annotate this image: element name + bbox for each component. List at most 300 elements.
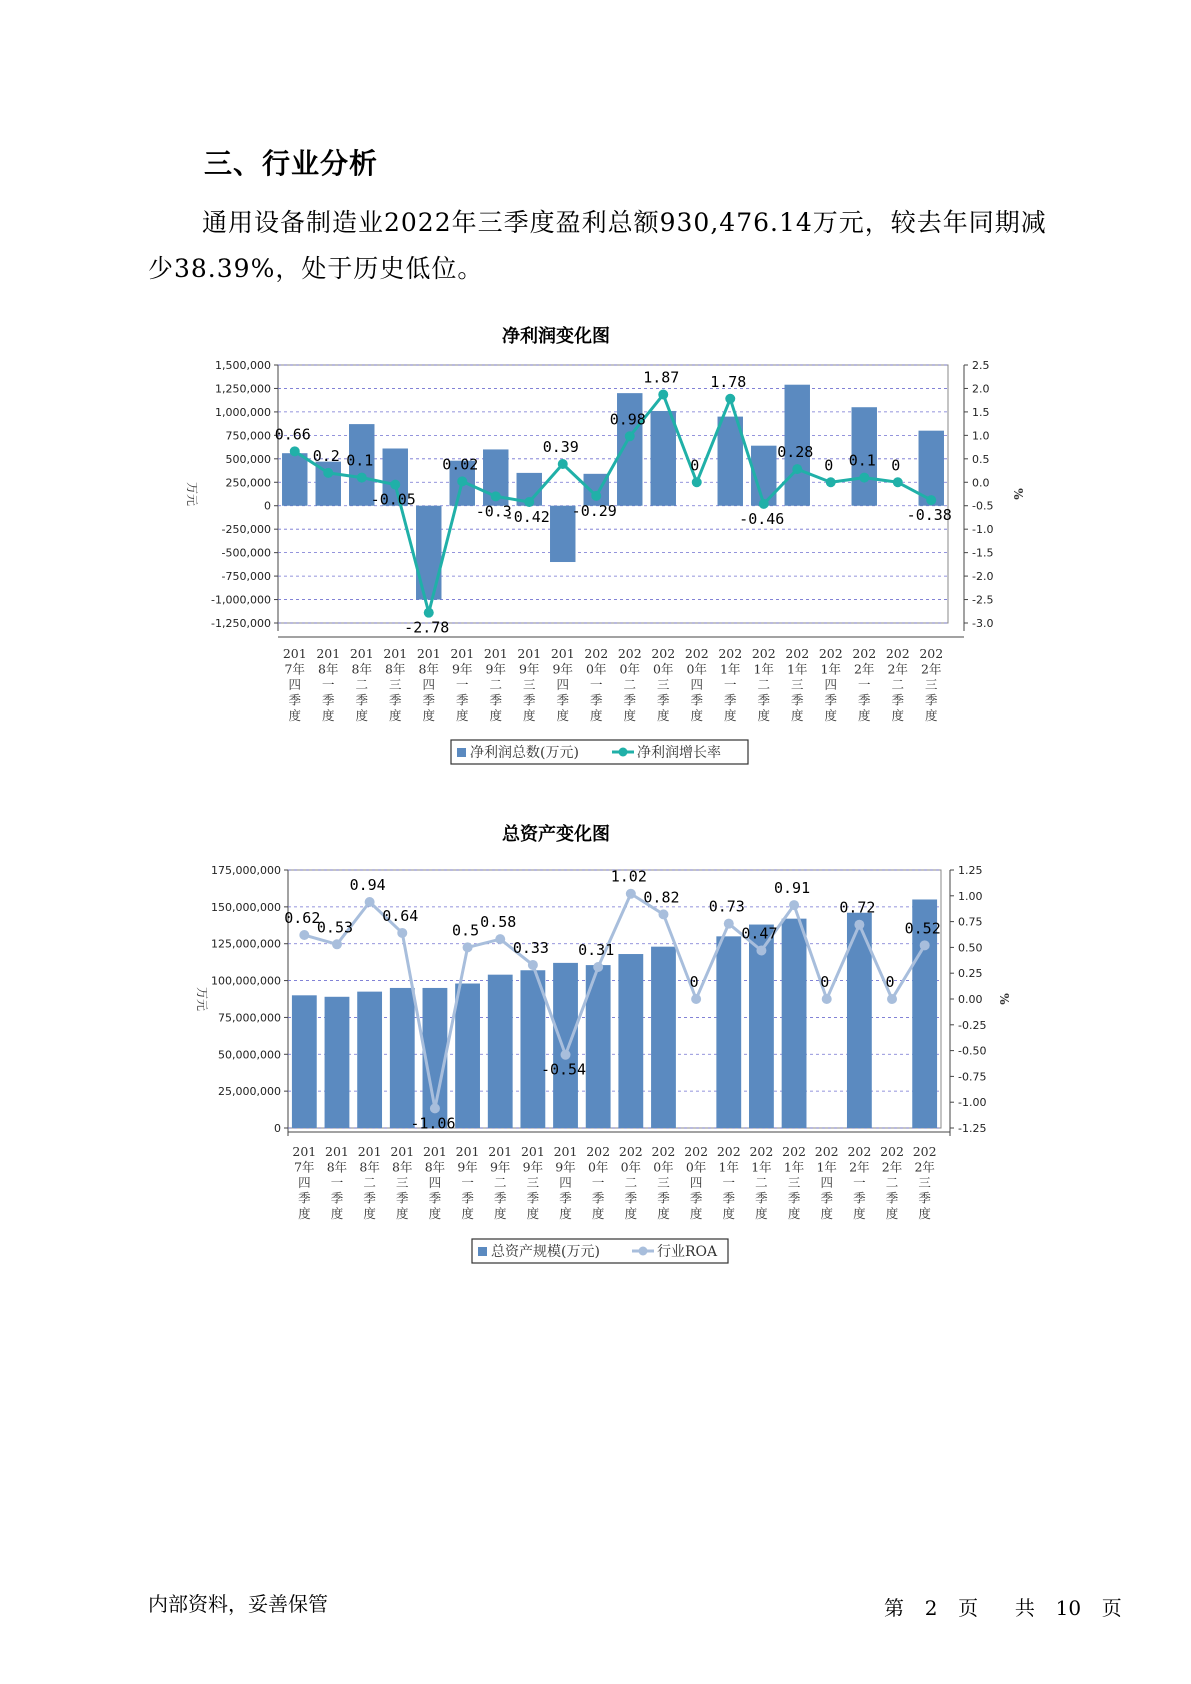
x-tick-label: 季 xyxy=(689,1190,703,1206)
x-tick-label: 三 xyxy=(918,1175,931,1190)
x-tick-label: 四 xyxy=(820,1175,833,1190)
chart-title-total-assets: 总资产变化图 xyxy=(502,824,610,845)
y2-axis-unit: % xyxy=(997,993,1011,1005)
data-label: 0.28 xyxy=(777,443,814,462)
x-tick-label: 度 xyxy=(422,708,436,723)
bar xyxy=(618,954,643,1128)
data-label: -2.78 xyxy=(404,618,450,637)
x-tick-label: 2年 xyxy=(849,1159,870,1175)
x-tick-label: 三 xyxy=(388,677,402,692)
x-tick-label: 二 xyxy=(489,677,503,692)
y-tick-label: 1,250,000 xyxy=(215,382,271,396)
bar xyxy=(553,963,578,1128)
x-tick-label: 201 xyxy=(282,646,307,661)
x-tick-label: 1年 xyxy=(718,1159,740,1175)
data-label: 0 xyxy=(820,973,830,991)
x-tick-label: 度 xyxy=(824,708,838,723)
line-point xyxy=(822,994,832,1004)
line-point xyxy=(528,960,538,970)
x-tick-label: 季 xyxy=(388,692,402,708)
x-tick-label: 季 xyxy=(624,1190,638,1206)
y-tick-label: 0 xyxy=(274,1122,281,1135)
data-label: -0.05 xyxy=(370,490,416,509)
x-tick-label: 8年 xyxy=(385,661,406,677)
y2-tick-label: -1.5 xyxy=(972,546,994,560)
x-tick-label: 202 xyxy=(852,646,877,661)
x-tick-label: 9年 xyxy=(452,661,473,677)
x-tick-label: 度 xyxy=(656,708,670,723)
data-label: 0.02 xyxy=(442,455,479,474)
x-tick-label: 二 xyxy=(624,1175,638,1190)
line-point xyxy=(691,994,701,1004)
x-tick-label: 季 xyxy=(690,692,704,708)
x-tick-label: 季 xyxy=(722,1190,736,1206)
x-tick-label: 202 xyxy=(651,646,676,661)
x-tick-label: 度 xyxy=(559,1206,572,1221)
x-tick-label: 季 xyxy=(556,692,570,708)
y2-tick-label: -0.25 xyxy=(958,1018,987,1032)
y-tick-label: -1,250,000 xyxy=(211,617,271,630)
line-point xyxy=(756,945,766,955)
x-tick-label: 201 xyxy=(292,1144,317,1159)
x-tick-label: 度 xyxy=(623,708,637,723)
x-tick-label: 度 xyxy=(787,1206,801,1221)
data-label: 0.94 xyxy=(349,875,386,894)
line-point xyxy=(658,909,668,919)
x-tick-label: 一 xyxy=(589,677,603,692)
line-point xyxy=(491,491,501,501)
x-tick-label: 度 xyxy=(790,708,804,723)
x-tick-label: 一 xyxy=(857,677,871,692)
footer-note: 内部资料，妥善保管 xyxy=(148,1592,328,1616)
x-tick-label: 季 xyxy=(298,1190,311,1206)
line-point xyxy=(926,495,936,505)
x-tick-label: 季 xyxy=(853,1190,866,1206)
y2-tick-label: 2.0 xyxy=(972,382,990,396)
x-tick-label: 1年 xyxy=(816,1159,837,1175)
y-tick-label: -500,000 xyxy=(221,546,271,560)
y2-tick-label: 1.25 xyxy=(958,864,983,877)
data-label: 1.02 xyxy=(610,867,647,886)
x-tick-label: 二 xyxy=(757,677,771,692)
line-point xyxy=(365,897,375,907)
x-tick-label: 度 xyxy=(924,708,938,723)
y-tick-label: -750,000 xyxy=(221,570,271,584)
data-label: 1.78 xyxy=(710,372,747,391)
data-label: 0.47 xyxy=(741,924,778,943)
data-label: 0 xyxy=(824,456,834,475)
x-tick-label: 2年 xyxy=(887,661,908,677)
x-tick-label: 9年 xyxy=(485,661,506,677)
data-label: 0.72 xyxy=(839,898,876,917)
line-point xyxy=(792,464,802,474)
x-tick-label: 四 xyxy=(288,677,302,692)
x-tick-label: 度 xyxy=(755,1206,768,1221)
x-tick-label: 201 xyxy=(349,646,374,661)
x-tick-label: 度 xyxy=(891,708,905,723)
x-tick-label: 202 xyxy=(785,646,810,661)
y2-tick-label: -2.0 xyxy=(972,570,994,584)
x-tick-label: 度 xyxy=(589,708,603,723)
x-tick-label: 202 xyxy=(782,1144,807,1159)
x-tick-label: 三 xyxy=(396,1175,409,1190)
x-tick-label: 9年 xyxy=(519,661,540,677)
line-point xyxy=(593,962,603,972)
x-tick-label: 三 xyxy=(924,677,938,692)
x-tick-label: 2年 xyxy=(914,1159,935,1175)
x-tick-label: 202 xyxy=(684,1144,709,1159)
x-tick-label: 一 xyxy=(722,1175,736,1190)
line-point xyxy=(495,934,505,944)
bar xyxy=(782,919,807,1128)
y-tick-label: 75,000,000 xyxy=(218,1011,281,1025)
y2-tick-label: 0.0 xyxy=(972,476,990,490)
data-label: 0.62 xyxy=(284,909,321,928)
x-tick-label: 季 xyxy=(723,692,737,708)
x-tick-label: 度 xyxy=(722,1206,736,1221)
data-label: -0.54 xyxy=(540,1060,587,1079)
x-tick-label: 201 xyxy=(416,646,441,661)
y2-tick-label: 0.5 xyxy=(972,452,990,466)
x-tick-label: 度 xyxy=(522,708,536,723)
legend-bar-label: 净利润总数(万元) xyxy=(470,745,579,761)
line-point xyxy=(887,994,897,1004)
x-tick-label: 一 xyxy=(723,677,737,692)
x-tick-label: 四 xyxy=(690,677,704,692)
x-tick-label: 四 xyxy=(298,1175,311,1190)
x-tick-label: 季 xyxy=(288,692,302,708)
bar xyxy=(651,947,676,1128)
data-label: -0.38 xyxy=(906,506,952,525)
x-tick-label: 季 xyxy=(330,1190,344,1206)
page-number xyxy=(884,1592,1122,1621)
line-point xyxy=(397,928,407,938)
x-tick-label: 四 xyxy=(559,1175,572,1190)
x-tick-label: 202 xyxy=(919,646,944,661)
x-tick-label: 202 xyxy=(718,646,743,661)
y2-tick-label: 2.5 xyxy=(972,359,990,372)
total-assets-chart xyxy=(0,850,1191,1280)
x-tick-label: 度 xyxy=(820,1206,833,1221)
x-tick-label: 季 xyxy=(355,692,369,708)
x-tick-label: 202 xyxy=(912,1144,937,1159)
y-tick-label: 0 xyxy=(264,499,271,513)
x-tick-label: 季 xyxy=(820,1190,833,1206)
line-point xyxy=(299,930,309,940)
x-tick-label: 季 xyxy=(559,1190,572,1206)
x-tick-label: 度 xyxy=(918,1206,931,1221)
x-tick-label: 度 xyxy=(321,708,335,723)
line-point xyxy=(759,499,769,509)
data-label: 0 xyxy=(690,456,700,475)
x-tick-label: 度 xyxy=(690,708,704,723)
x-tick-label: 二 xyxy=(355,677,369,692)
x-tick-label: 1年 xyxy=(753,661,774,677)
x-tick-label: 度 xyxy=(657,1206,670,1221)
y2-tick-label: -1.25 xyxy=(958,1122,987,1135)
x-tick-label: 0年 xyxy=(653,1159,674,1175)
x-tick-label: 8年 xyxy=(318,661,339,677)
x-tick-label: 二 xyxy=(363,1175,376,1190)
x-tick-label: 0年 xyxy=(686,661,707,677)
x-tick-label: 202 xyxy=(847,1144,872,1159)
x-tick-label: 季 xyxy=(755,1190,768,1206)
x-tick-label: 度 xyxy=(363,1206,376,1221)
y2-tick-label: -1.00 xyxy=(958,1096,987,1110)
line-point xyxy=(424,608,434,618)
line-point xyxy=(625,431,635,441)
x-tick-label: 202 xyxy=(880,1144,904,1159)
x-tick-label: 度 xyxy=(591,1206,605,1221)
x-tick-label: 度 xyxy=(388,708,402,723)
y2-tick-label: -0.75 xyxy=(958,1070,987,1084)
x-tick-label: 201 xyxy=(325,1144,349,1159)
x-tick-label: 季 xyxy=(857,692,871,708)
line-point xyxy=(524,497,534,507)
x-tick-label: 2年 xyxy=(881,1159,903,1175)
y-tick-label: 125,000,000 xyxy=(211,937,281,951)
data-label: 0 xyxy=(885,973,895,991)
bar xyxy=(325,997,350,1128)
page-current: 2 xyxy=(924,1596,938,1620)
x-tick-label: 度 xyxy=(556,708,570,723)
line-point xyxy=(591,491,601,501)
x-tick-label: 202 xyxy=(618,1144,643,1159)
y2-tick-label: -1.0 xyxy=(972,523,994,537)
x-tick-label: 季 xyxy=(589,692,603,708)
x-tick-label: 7年 xyxy=(294,1159,315,1175)
line-point xyxy=(854,920,864,930)
x-tick-label: 202 xyxy=(584,646,609,661)
x-tick-label: 季 xyxy=(790,692,804,708)
data-label: 0.52 xyxy=(904,919,941,938)
section-heading: 三、行业分析 xyxy=(204,147,379,180)
x-tick-label: 三 xyxy=(656,677,670,692)
legend-line-marker xyxy=(619,748,628,757)
x-tick-label: 度 xyxy=(396,1206,409,1221)
x-tick-label: 四 xyxy=(689,1175,703,1190)
legend-bar-swatch xyxy=(457,748,466,757)
data-label: 0.66 xyxy=(274,425,311,444)
x-tick-label: 季 xyxy=(824,692,838,708)
x-tick-label: 0年 xyxy=(619,661,640,677)
x-tick-label: 201 xyxy=(316,646,341,661)
x-tick-label: 度 xyxy=(624,1206,638,1221)
x-tick-label: 季 xyxy=(623,692,637,708)
legend-line-label: 净利润增长率 xyxy=(637,745,721,761)
x-tick-label: 二 xyxy=(885,1175,899,1190)
x-tick-label: 四 xyxy=(422,677,436,692)
x-tick-label: 度 xyxy=(330,1206,344,1221)
bar xyxy=(292,995,317,1128)
line-point xyxy=(558,459,568,469)
x-tick-label: 度 xyxy=(428,1206,442,1221)
x-tick-label: 7年 xyxy=(284,661,305,677)
x-tick-label: 8年 xyxy=(359,1159,380,1175)
data-label: 1.87 xyxy=(643,368,680,387)
x-tick-label: 201 xyxy=(422,1144,447,1159)
x-tick-label: 一 xyxy=(321,677,335,692)
x-tick-label: 8年 xyxy=(392,1159,413,1175)
line-point xyxy=(692,477,702,487)
y-axis-unit: 万元 xyxy=(195,986,209,1012)
x-tick-label: 一 xyxy=(591,1175,605,1190)
data-label: 0 xyxy=(689,973,699,991)
data-label: 0.58 xyxy=(480,913,517,932)
x-tick-label: 度 xyxy=(455,708,469,723)
data-label: -0.29 xyxy=(571,501,617,520)
x-tick-label: 季 xyxy=(891,692,905,708)
data-label: 0.82 xyxy=(643,888,680,907)
x-tick-label: 季 xyxy=(787,1190,801,1206)
data-label: 0.33 xyxy=(512,938,549,957)
x-tick-label: 0年 xyxy=(653,661,674,677)
x-tick-label: 季 xyxy=(493,1190,507,1206)
x-tick-label: 二 xyxy=(891,677,905,692)
legend-line-marker xyxy=(639,1247,648,1256)
body-paragraph: 通用设备制造业2022年三季度盈利总额930,476.14万元，较去年同期减少38.39%，处于历史低位。 xyxy=(148,208,1047,283)
y2-axis-unit: % xyxy=(1011,488,1025,500)
x-tick-label: 202 xyxy=(716,1144,741,1159)
x-tick-label: 度 xyxy=(853,1206,866,1221)
x-tick-label: 季 xyxy=(924,692,938,708)
x-tick-label: 季 xyxy=(455,692,469,708)
line-point xyxy=(626,889,636,899)
x-tick-label: 202 xyxy=(617,646,642,661)
y-tick-label: 500,000 xyxy=(225,452,271,466)
line-point xyxy=(390,480,400,490)
data-label: 0.39 xyxy=(542,437,579,456)
x-tick-label: 季 xyxy=(422,692,436,708)
bar xyxy=(282,453,307,506)
line-point xyxy=(658,390,668,400)
data-label: 0 xyxy=(891,456,901,475)
x-tick-label: 度 xyxy=(689,1206,703,1221)
page-word: 页 xyxy=(958,1596,979,1620)
x-tick-label: 8年 xyxy=(424,1159,446,1175)
x-tick-label: 202 xyxy=(885,646,910,661)
y-tick-label: 250,000 xyxy=(225,476,271,490)
bar xyxy=(651,411,676,506)
x-tick-label: 1年 xyxy=(820,661,841,677)
x-tick-label: 三 xyxy=(790,677,804,692)
page-prefix: 第 xyxy=(884,1596,904,1620)
x-tick-label: 季 xyxy=(428,1190,442,1206)
x-tick-label: 季 xyxy=(656,692,670,708)
y-tick-label: 100,000,000 xyxy=(211,974,281,988)
data-label: 0.98 xyxy=(609,410,646,429)
x-tick-label: 202 xyxy=(814,1144,839,1159)
y-tick-label: 1,000,000 xyxy=(215,405,271,419)
x-tick-label: 三 xyxy=(526,1175,540,1190)
data-label: 0.91 xyxy=(774,879,811,898)
x-tick-label: 201 xyxy=(553,1144,578,1159)
x-tick-label: 季 xyxy=(657,1190,670,1206)
x-tick-label: 四 xyxy=(824,677,838,692)
data-label: 0.1 xyxy=(848,451,876,470)
x-tick-label: 度 xyxy=(298,1206,311,1221)
x-tick-label: 0年 xyxy=(586,661,607,677)
x-tick-label: 三 xyxy=(787,1175,801,1190)
data-label: 0.1 xyxy=(346,451,374,470)
x-tick-label: 度 xyxy=(489,708,503,723)
x-tick-label: 季 xyxy=(918,1190,931,1206)
x-tick-label: 二 xyxy=(755,1175,768,1190)
line-point xyxy=(920,940,930,950)
x-tick-label: 四 xyxy=(556,677,570,692)
x-tick-label: 8年 xyxy=(351,661,372,677)
line-point xyxy=(323,468,333,478)
line-point xyxy=(789,900,799,910)
line-point xyxy=(724,919,734,929)
line-point xyxy=(332,939,342,949)
x-tick-label: 季 xyxy=(321,692,335,708)
x-tick-label: 201 xyxy=(390,1144,415,1159)
bar xyxy=(416,506,441,600)
x-tick-label: 季 xyxy=(522,692,536,708)
y-tick-label: 175,000,000 xyxy=(211,864,281,877)
y2-tick-label: 0.25 xyxy=(958,967,983,981)
line-point xyxy=(463,942,473,952)
x-tick-label: 8年 xyxy=(326,1159,348,1175)
x-tick-label: 9年 xyxy=(555,1159,576,1175)
x-tick-label: 季 xyxy=(526,1190,540,1206)
x-tick-label: 一 xyxy=(330,1175,344,1190)
x-tick-label: 201 xyxy=(455,1144,480,1159)
x-tick-label: 四 xyxy=(428,1175,442,1190)
x-tick-label: 季 xyxy=(757,692,771,708)
x-tick-label: 9年 xyxy=(489,1159,511,1175)
y-tick-label: 25,000,000 xyxy=(218,1085,281,1099)
y2-tick-label: -2.5 xyxy=(972,593,994,607)
x-tick-label: 9年 xyxy=(522,1159,544,1175)
x-tick-label: 季 xyxy=(363,1190,376,1206)
x-tick-label: 二 xyxy=(623,677,637,692)
x-tick-label: 201 xyxy=(483,646,508,661)
x-tick-label: 度 xyxy=(493,1206,507,1221)
data-label: 0.2 xyxy=(312,446,340,465)
data-label: -1.06 xyxy=(410,1114,456,1133)
x-tick-label: 2年 xyxy=(854,661,875,677)
line-point xyxy=(561,1050,571,1060)
data-label: -0.46 xyxy=(739,509,785,528)
data-label: 0.31 xyxy=(578,941,615,960)
y-axis-unit: 万元 xyxy=(185,481,199,507)
x-tick-label: 201 xyxy=(520,1144,545,1159)
x-tick-label: 三 xyxy=(522,677,536,692)
bar xyxy=(390,988,415,1128)
page-total: 10 xyxy=(1055,1596,1082,1620)
y2-tick-label: 1.00 xyxy=(958,889,983,903)
line-point xyxy=(826,477,836,487)
x-tick-label: 季 xyxy=(885,1190,899,1206)
x-tick-label: 1年 xyxy=(783,1159,805,1175)
x-tick-label: 度 xyxy=(355,708,369,723)
x-tick-label: 202 xyxy=(684,646,709,661)
x-tick-label: 季 xyxy=(396,1190,409,1206)
data-label: 0.53 xyxy=(316,918,354,937)
x-tick-label: 201 xyxy=(488,1144,513,1159)
x-tick-label: 一 xyxy=(853,1175,866,1190)
total-prefix: 共 xyxy=(1014,1596,1035,1620)
line-point xyxy=(290,446,300,456)
legend-bar-swatch xyxy=(478,1247,487,1256)
x-tick-label: 度 xyxy=(723,708,737,723)
y-tick-label: 750,000 xyxy=(225,429,271,443)
y2-tick-label: -3.0 xyxy=(972,617,994,630)
x-tick-label: 度 xyxy=(857,708,871,723)
x-tick-label: 三 xyxy=(657,1175,670,1190)
